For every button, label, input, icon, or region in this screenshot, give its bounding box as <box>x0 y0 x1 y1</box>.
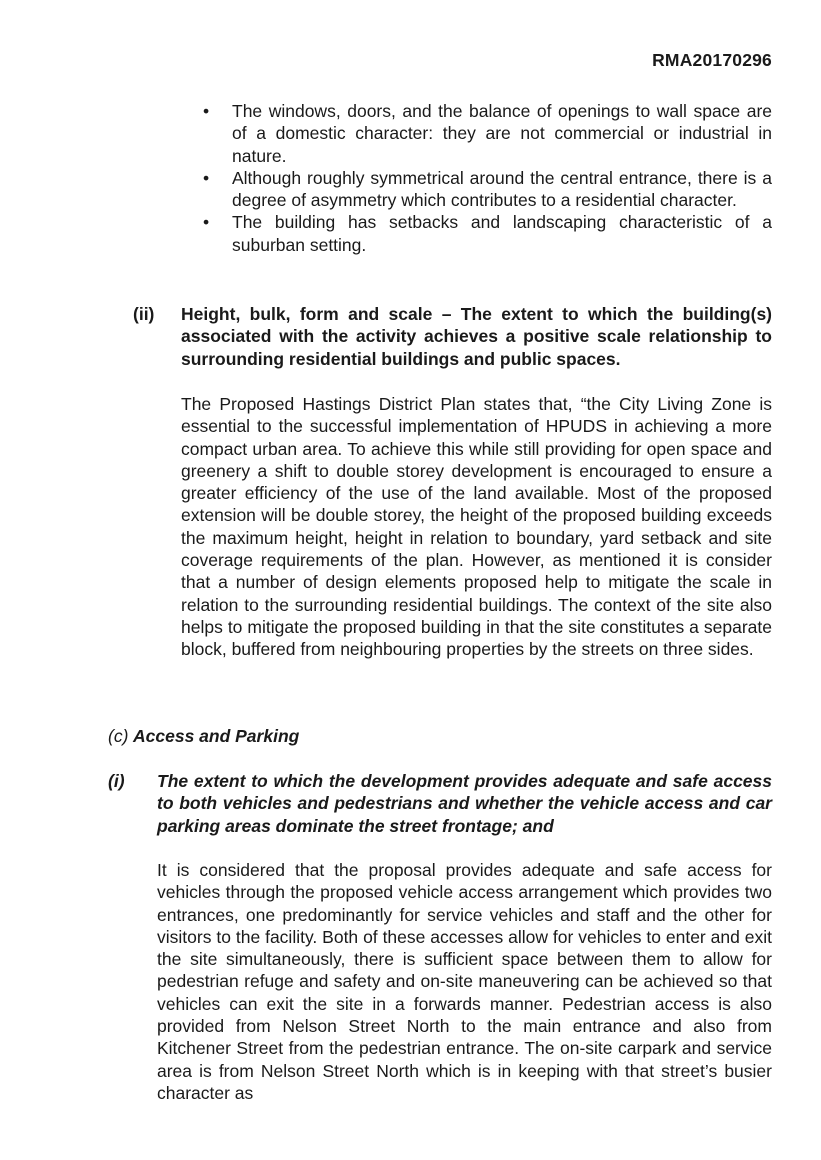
section-i-heading: The extent to which the development provides adequate and safe access to both vehicles and pedestrians and whether the vehicle access and car parking areas dominate the street frontage; and <box>157 771 772 836</box>
bullet-text: The building has setbacks and landscaping characteristic of a suburban setting. <box>232 212 772 255</box>
section-ii-heading: Height, bulk, form and scale – The extent to which the building(s) associated with the activity achieves a positive scale relationship to surrounding residential buildings and public spaces. <box>181 304 772 369</box>
section-ii-number: (ii) <box>133 304 155 324</box>
section-c-heading: Access and Parking <box>133 726 300 746</box>
bullet-text: Although roughly symmetrical around the central entrance, there is a degree of asymmetry which contributes to a residential character. <box>232 167 772 211</box>
bullet-marker: • <box>203 212 210 233</box>
bullet-list <box>200 100 772 256</box>
section-i-body: It is considered that the proposal provides adequate and safe access for vehicles through the proposed vehicle access arrangement which provides two entrances, one predominantly for service vehicles and staff and the other for visitors to the facility. Both of these accesses allow for vehicles to enter and exit the site simultaneously, there is sufficient space between them to allow for pedestrian refuge and safety and on-site maneuvering can be achieved so that vehicles can exit the site in a forwards manner. Pedestrian access is also provided from Nelson Street North to the main entrance and also from Kitchener Street from the pedestrian entrance. The on-site carpark and service area is from Nelson Street North which is in keeping with that street’s busier character as <box>157 860 772 1103</box>
section-i-number: (i) <box>108 771 125 791</box>
bullet-marker: • <box>203 101 210 121</box>
list-item <box>200 167 772 212</box>
section-ii-body: The Proposed Hastings District Plan states that, “the City Living Zone is essential to the successful implementation of HPUDS in achieving a more compact urban area. To achieve this while still providing for open space and greenery a shift to double storey development is encouraged to ensure a greater efficiency of the use of the land available. Most of the proposed extension will be double storey, the height of the proposed building exceeds the maximum height, height in relation to boundary, yard setback and site coverage requirements of the plan. However, as mentioned it is consider that a number of design elements proposed help to mitigate the scale in relation to the surrounding residential buildings. The context of the site also helps to mitigate the proposed building in that the site constitutes a separate block, buffered from neighbouring properties by the streets on three sides. <box>181 394 772 660</box>
section-c-number: (c) <box>108 726 129 746</box>
list-item <box>200 211 772 256</box>
document-reference: RMA20170296 <box>652 50 772 70</box>
bullet-marker: • <box>203 167 210 188</box>
bullet-text: The windows, doors, and the balance of openings to wall space are of a domestic character: they are not commercial or industrial in nature. <box>232 101 772 166</box>
list-item <box>200 100 772 167</box>
